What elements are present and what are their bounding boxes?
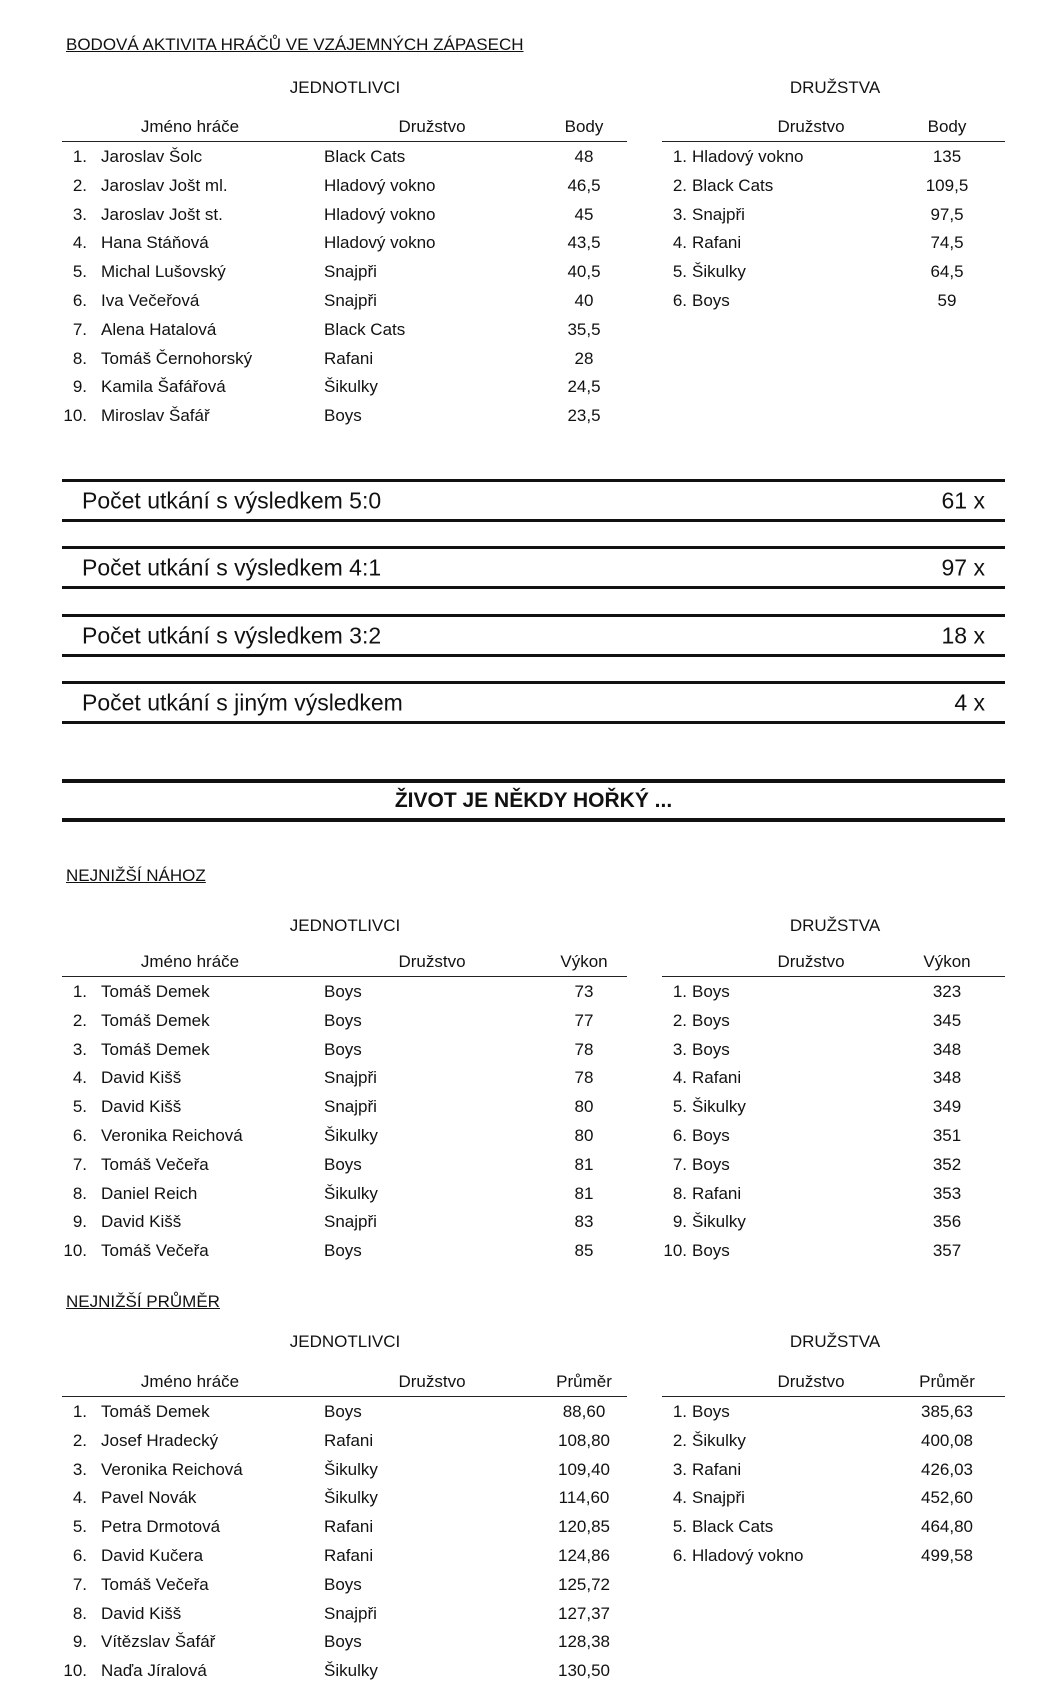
team-name: Hladový vokno [692,1546,804,1565]
value: 124,86 [558,1546,610,1565]
team-name: Black Cats [692,1517,774,1537]
table-row [62,1456,627,1484]
value: 109,40 [558,1459,610,1479]
player-name: David Kišš [101,1097,182,1117]
player-name: Tomáš Demek [101,1402,210,1421]
result-label: Počet utkání s výsledkem 5:0 [82,487,382,513]
player-name: Alena Hatalová [101,319,217,339]
player-name: David Kišš [101,1603,182,1623]
rank: 2. [72,1010,87,1030]
player-name: David Kišš [101,1068,182,1088]
player-name: Tomáš Demek [101,982,210,1001]
team-name: Black Cats [324,147,406,166]
table-row [62,143,627,171]
column-header-name: Jméno hráče [140,117,240,136]
group-title-individuals: JEDNOTLIVCI [289,78,401,97]
header-rule [662,1396,1005,1397]
team-name: Boys [692,1010,730,1030]
table-row [62,1542,627,1570]
result-box-3-2 [62,614,1005,657]
team-name: Rafani [692,1459,742,1479]
value: 128,38 [558,1632,610,1652]
result-count: 61 x [941,487,985,513]
team-name: Šikulky [692,1097,746,1117]
table-row [62,1427,627,1455]
player-name: Tomáš Demek [101,1010,210,1030]
group-title-teams: DRUŽSTVA [789,1332,881,1351]
rank: 8. [72,348,87,368]
value: 78 [574,1068,594,1088]
table-row [62,1007,627,1035]
team-name: Šikulky [692,262,746,282]
group-title-teams: DRUŽSTVA [789,78,881,97]
team-name: Snajpři [324,1603,377,1623]
value: 499,58 [921,1546,973,1565]
rank: 3. [72,1039,87,1059]
value: 385,63 [921,1402,973,1421]
team-name: Boys [324,1241,362,1261]
rank: 3. [672,1459,687,1479]
value: 464,80 [921,1517,973,1537]
player-name: Tomáš Černohorský [101,348,253,368]
team-name: Boys [324,1039,362,1059]
team-name: Boys [324,1632,362,1652]
rank: 9. [72,1632,87,1652]
banner-life-is-bitter [62,779,1005,822]
header-rule [662,141,1005,142]
team-name: Boys [692,1154,730,1174]
value: 43,5 [567,233,601,253]
player-name: Jaroslav Jošt st. [101,204,223,224]
result-count: 18 x [941,622,985,648]
table-row [62,1657,627,1685]
table-row [62,287,627,315]
rank: 1. [72,147,87,166]
value: 28 [574,348,594,368]
value: 356 [932,1212,962,1232]
table-row [62,1036,627,1064]
rank: 1. [72,982,87,1001]
value: 81 [574,1183,594,1203]
player-name: Tomáš Večeřa [101,1154,209,1174]
value: 24,5 [567,377,601,397]
table-row [662,1122,1005,1150]
table-row [662,1398,1005,1426]
value: 77 [574,1010,594,1030]
value: 109,5 [925,175,969,195]
table-row [62,258,627,286]
team-name: Boys [692,1241,730,1261]
team-name: Rafani [324,348,374,368]
rank: 3. [672,1039,687,1059]
rank: 3. [72,1459,87,1479]
rank: 10. [63,1241,87,1261]
team-name: Rafani [692,1183,742,1203]
value: 40,5 [567,262,601,282]
team-name: Hladový vokno [692,147,804,166]
table-row [662,1513,1005,1541]
team-name: Hladový vokno [324,233,436,253]
table-row [662,978,1005,1006]
team-name: Rafani [692,1068,742,1088]
rank: 4. [672,1488,687,1508]
table-row [662,1036,1005,1064]
rank: 2. [672,1010,687,1030]
value: 114,60 [558,1488,610,1508]
rank: 1. [672,147,687,166]
rank: 7. [672,1154,687,1174]
table-row [62,1122,627,1150]
table-teams-points [662,117,1005,317]
rank: 8. [72,1603,87,1623]
value: 45 [574,204,594,224]
rank: 7. [72,1154,87,1174]
value: 353 [932,1183,962,1203]
rank: 5. [672,1517,687,1537]
column-header-value: Výkon [560,952,608,971]
player-name: Miroslav Šafář [101,406,210,426]
rank: 10. [63,1661,87,1681]
table-row [62,172,627,200]
rank: 5. [72,1097,87,1117]
team-name: Snajpři [692,204,745,224]
table-row [662,1064,1005,1092]
result-box-5-0 [62,479,1005,522]
value: 351 [932,1126,962,1145]
result-count: 97 x [941,554,985,580]
header-rule [62,141,627,142]
value: 108,80 [558,1430,610,1450]
table-row [62,1398,627,1426]
result-count: 4 x [954,689,985,715]
team-name: Hladový vokno [324,204,436,224]
player-name: Josef Hradecký [101,1430,219,1450]
value: 97,5 [930,204,964,224]
header-rule [662,976,1005,977]
value: 81 [574,1154,594,1174]
column-header-value: Výkon [923,952,971,971]
value: 120,85 [558,1517,610,1537]
value: 80 [574,1097,594,1117]
table-row [62,316,627,344]
table-row [662,201,1005,229]
value: 78 [574,1039,594,1059]
rank: 6. [72,1546,87,1565]
team-name: Šikulky [324,1661,378,1681]
section-title-point-activity: BODOVÁ AKTIVITA HRÁČŮ VE VZÁJEMNÝCH ZÁPASECH [66,35,524,54]
player-name: Tomáš Demek [101,1039,210,1059]
team-name: Šikulky [324,1126,378,1145]
player-name: Hana Stáňová [101,233,209,253]
player-name: Daniel Reich [101,1183,198,1203]
player-name: Petra Drmotová [101,1517,221,1537]
team-name: Boys [692,1126,730,1145]
value: 135 [932,147,962,166]
column-header-team: Družstvo [777,117,845,136]
rank: 2. [672,175,687,195]
column-header-value: Průměr [919,1372,975,1391]
table-header [662,1372,1005,1394]
rank: 9. [72,377,87,397]
table-row [662,229,1005,257]
value: 40 [574,291,594,310]
player-name: Veronika Reichová [101,1126,243,1145]
player-name: Jaroslav Jošt ml. [101,175,228,195]
team-name: Snajpři [324,1068,377,1088]
table-header [62,952,627,974]
rank: 6. [672,291,687,310]
table-header [662,952,1005,974]
rank: 7. [72,319,87,339]
rank: 4. [672,233,687,253]
rank: 3. [72,204,87,224]
table-header [62,117,627,139]
table-row [662,1093,1005,1121]
player-name: Tomáš Večeřa [101,1574,209,1594]
value: 48 [574,147,594,166]
table-row [662,287,1005,315]
result-label: Počet utkání s výsledkem 4:1 [82,554,382,580]
table-row [62,1600,627,1628]
table-row [62,1180,627,1208]
result-label: Počet utkání s jiným výsledkem [82,689,403,715]
table-row [662,1484,1005,1512]
value: 357 [932,1241,962,1261]
table-row [662,1456,1005,1484]
value: 85 [574,1241,594,1261]
table-row [662,1237,1005,1265]
value: 426,03 [921,1459,973,1479]
table-row [662,1151,1005,1179]
team-name: Boys [324,406,362,426]
rank: 6. [72,1126,87,1145]
rank: 2. [72,1430,87,1450]
group-title-individuals: JEDNOTLIVCI [289,1332,401,1351]
player-name: Iva Večeřová [101,291,200,310]
team-name: Rafani [692,233,742,253]
column-header-team: Družstvo [398,117,466,136]
value: 127,37 [558,1603,610,1623]
value: 348 [932,1068,962,1088]
table-row [62,1064,627,1092]
team-name: Boys [324,1574,362,1594]
team-name: Rafani [324,1430,374,1450]
rank: 5. [72,1517,87,1537]
team-name: Rafani [324,1517,374,1537]
table-teams-lowest-throw [662,952,1005,1262]
rank: 9. [672,1212,687,1232]
table-header [662,117,1005,139]
result-box-4-1 [62,546,1005,589]
team-name: Boys [692,1402,730,1421]
team-name: Snajpři [692,1488,745,1508]
table-row [62,978,627,1006]
team-name: Boys [692,291,730,310]
rank: 1. [672,982,687,1001]
team-name: Black Cats [692,175,774,195]
group-title-individuals: JEDNOTLIVCI [289,916,401,935]
table-individuals-points [62,117,627,437]
column-header-team: Družstvo [777,952,845,971]
team-name: Snajpři [324,1097,377,1117]
table-row [62,1208,627,1236]
value: 400,08 [921,1430,973,1450]
value: 323 [932,982,962,1001]
rank: 8. [72,1183,87,1203]
team-name: Boys [324,1154,362,1174]
column-header-team: Družstvo [777,1372,845,1391]
section-title-lowest-throw: NEJNIŽŠÍ NÁHOZ [66,866,206,885]
value: 352 [932,1154,962,1174]
rank: 5. [72,262,87,282]
team-name: Šikulky [324,1183,378,1203]
value: 83 [574,1212,594,1232]
value: 88,60 [562,1402,606,1421]
table-row [662,143,1005,171]
table-row [62,1237,627,1265]
player-name: Michal Lušovský [101,262,226,282]
table-row [62,1628,627,1656]
team-name: Rafani [324,1546,374,1565]
rank: 9. [72,1212,87,1232]
player-name: David Kišš [101,1212,182,1232]
value: 349 [932,1097,962,1117]
rank: 6. [72,291,87,310]
section-title-lowest-average: NEJNIŽŠÍ PRŮMĚR [66,1292,220,1311]
rank: 4. [72,233,87,253]
table-row [662,1208,1005,1236]
value: 73 [574,982,594,1001]
rank: 10. [663,1241,687,1261]
player-name: Vítězslav Šafář [101,1632,216,1652]
player-name: David Kučera [101,1546,204,1565]
column-header-team: Družstvo [398,1372,466,1391]
table-row [62,1151,627,1179]
table-individuals-lowest-average [62,1372,627,1682]
player-name: Kamila Šafářová [101,377,226,397]
value: 345 [932,1010,962,1030]
value: 348 [932,1039,962,1059]
value: 46,5 [567,175,601,195]
player-name: Veronika Reichová [101,1459,243,1479]
column-header-team: Družstvo [398,952,466,971]
value: 23,5 [567,406,601,426]
rank: 5. [672,262,687,282]
column-header-name: Jméno hráče [140,952,240,971]
table-individuals-lowest-throw [62,952,627,1262]
result-label: Počet utkání s výsledkem 3:2 [82,622,382,648]
table-teams-lowest-average [662,1372,1005,1572]
column-header-name: Jméno hráče [140,1372,240,1391]
value: 130,50 [558,1661,610,1681]
table-row [662,172,1005,200]
player-name: Jaroslav Šolc [101,147,203,166]
table-row [62,1093,627,1121]
result-box-other [62,681,1005,724]
table-header [62,1372,627,1394]
value: 80 [574,1126,594,1145]
table-row [62,229,627,257]
rank: 10. [63,406,87,426]
team-name: Boys [324,1010,362,1030]
player-name: Naďa Jíralová [101,1661,207,1681]
header-rule [62,976,627,977]
team-name: Hladový vokno [324,175,436,195]
team-name: Boys [692,982,730,1001]
group-title-teams: DRUŽSTVA [789,916,881,935]
value: 125,72 [558,1574,610,1594]
player-name: Pavel Novák [101,1488,197,1508]
player-name: Tomáš Večeřa [101,1241,209,1261]
rank: 2. [72,175,87,195]
rank: 6. [672,1546,687,1565]
table-row [662,1542,1005,1570]
table-row [62,1484,627,1512]
column-header-value: Body [927,117,967,136]
column-header-value: Body [564,117,604,136]
table-row [62,1571,627,1599]
rank: 4. [72,1488,87,1508]
banner-text: ŽIVOT JE NĚKDY HOŘKÝ ... [394,788,673,812]
table-row [662,258,1005,286]
team-name: Snajpři [324,291,377,310]
team-name: Šikulky [692,1430,746,1450]
team-name: Šikulky [324,377,378,397]
team-name: Šikulky [324,1459,378,1479]
column-header-value: Průměr [556,1372,612,1391]
team-name: Boys [324,982,362,1001]
value: 74,5 [930,233,964,253]
rank: 7. [72,1574,87,1594]
table-row [62,345,627,373]
rank: 1. [72,1402,87,1421]
team-name: Boys [692,1039,730,1059]
rank: 6. [672,1126,687,1145]
rank: 2. [672,1430,687,1450]
rank: 1. [672,1402,687,1421]
table-row [62,201,627,229]
table-row [662,1180,1005,1208]
value: 452,60 [921,1488,973,1508]
rank: 4. [672,1068,687,1088]
team-name: Black Cats [324,319,406,339]
team-name: Šikulky [692,1212,746,1232]
team-name: Šikulky [324,1488,378,1508]
rank: 4. [72,1068,87,1088]
table-row [662,1007,1005,1035]
table-row [662,1427,1005,1455]
table-row [62,373,627,401]
rank: 3. [672,204,687,224]
value: 64,5 [930,262,964,282]
table-row [62,1513,627,1541]
table-row [62,402,627,430]
team-name: Boys [324,1402,362,1421]
header-rule [62,1396,627,1397]
rank: 8. [672,1183,687,1203]
rank: 5. [672,1097,687,1117]
value: 35,5 [567,319,601,339]
team-name: Snajpři [324,262,377,282]
team-name: Snajpři [324,1212,377,1232]
value: 59 [937,291,957,310]
